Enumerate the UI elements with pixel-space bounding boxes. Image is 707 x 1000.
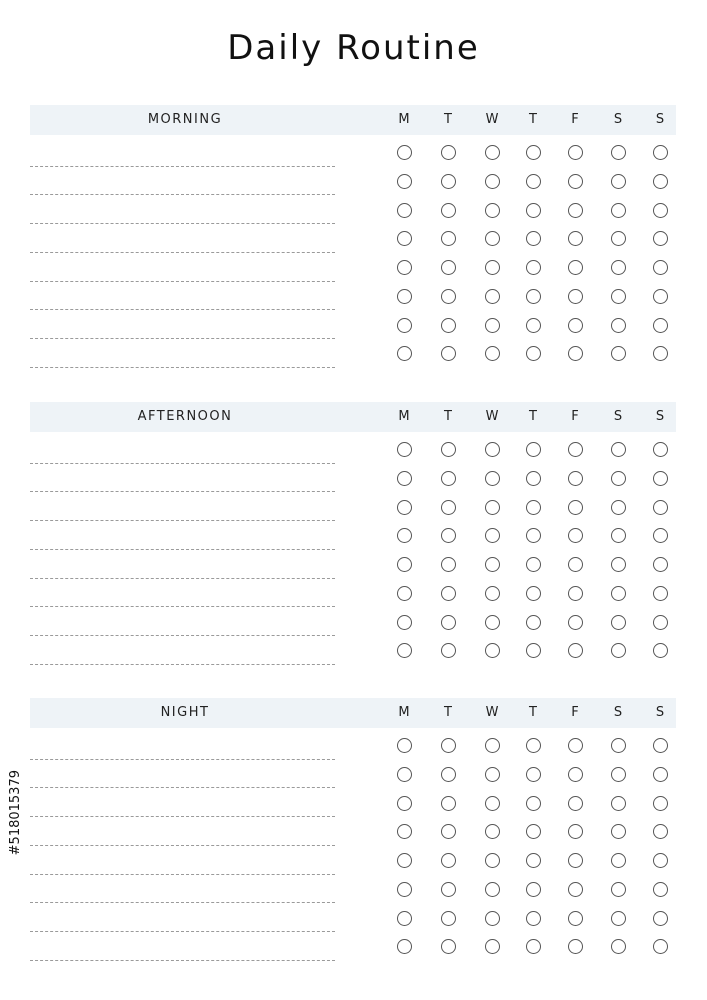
day-checkbox[interactable] xyxy=(568,767,583,782)
day-checkbox[interactable] xyxy=(568,346,583,361)
day-checkbox[interactable] xyxy=(611,853,626,868)
day-checkbox[interactable] xyxy=(568,882,583,897)
day-checkbox[interactable] xyxy=(611,231,626,246)
day-checkbox[interactable] xyxy=(611,318,626,333)
day-checkbox[interactable] xyxy=(653,615,668,630)
day-checkbox[interactable] xyxy=(568,318,583,333)
day-checkbox[interactable] xyxy=(568,939,583,954)
day-checkbox[interactable] xyxy=(485,346,500,361)
day-checkbox[interactable] xyxy=(441,939,456,954)
day-checkbox[interactable] xyxy=(526,853,541,868)
routine-row xyxy=(30,904,676,933)
day-checkbox[interactable] xyxy=(441,615,456,630)
routine-row xyxy=(30,493,676,522)
routine-row xyxy=(30,311,676,340)
task-write-line[interactable] xyxy=(30,960,335,961)
routine-row xyxy=(30,196,676,225)
day-checkbox[interactable] xyxy=(653,824,668,839)
day-checkbox[interactable] xyxy=(526,557,541,572)
day-checkbox[interactable] xyxy=(653,346,668,361)
day-checkbox[interactable] xyxy=(485,442,500,457)
day-checkbox[interactable] xyxy=(485,738,500,753)
day-header: F xyxy=(571,409,579,424)
day-header: S xyxy=(613,705,623,720)
day-checkbox[interactable] xyxy=(526,796,541,811)
day-checkbox[interactable] xyxy=(441,145,456,160)
day-checkbox[interactable] xyxy=(441,260,456,275)
day-checkbox[interactable] xyxy=(441,231,456,246)
day-header: W xyxy=(485,705,499,720)
day-checkbox[interactable] xyxy=(397,853,412,868)
day-checkbox[interactable] xyxy=(568,528,583,543)
routine-row xyxy=(30,550,676,579)
day-checkbox[interactable] xyxy=(485,500,500,515)
day-checkbox[interactable] xyxy=(526,615,541,630)
day-checkbox[interactable] xyxy=(397,174,412,189)
routine-row xyxy=(30,167,676,196)
day-checkbox[interactable] xyxy=(611,911,626,926)
day-checkbox[interactable] xyxy=(397,528,412,543)
day-checkbox[interactable] xyxy=(653,289,668,304)
day-checkbox[interactable] xyxy=(397,500,412,515)
day-checkbox[interactable] xyxy=(611,615,626,630)
day-checkbox[interactable] xyxy=(526,145,541,160)
day-checkbox[interactable] xyxy=(526,528,541,543)
day-header: S xyxy=(655,112,665,127)
routine-row xyxy=(30,789,676,818)
routine-row xyxy=(30,282,676,311)
day-checkbox[interactable] xyxy=(526,738,541,753)
day-header: T xyxy=(444,705,452,720)
day-checkbox[interactable] xyxy=(485,528,500,543)
day-checkbox[interactable] xyxy=(568,796,583,811)
day-checkbox[interactable] xyxy=(611,260,626,275)
section-afternoon xyxy=(30,402,676,432)
day-checkbox[interactable] xyxy=(485,203,500,218)
routine-row xyxy=(30,464,676,493)
day-checkbox[interactable] xyxy=(611,346,626,361)
day-checkbox[interactable] xyxy=(485,471,500,486)
day-checkbox[interactable] xyxy=(611,203,626,218)
day-checkbox[interactable] xyxy=(397,586,412,601)
day-checkbox[interactable] xyxy=(568,231,583,246)
day-header: T xyxy=(529,409,537,424)
day-checkbox[interactable] xyxy=(568,557,583,572)
day-checkbox[interactable] xyxy=(611,738,626,753)
day-checkbox[interactable] xyxy=(485,231,500,246)
routine-row xyxy=(30,731,676,760)
day-checkbox[interactable] xyxy=(653,882,668,897)
day-checkbox[interactable] xyxy=(397,442,412,457)
day-checkbox[interactable] xyxy=(611,471,626,486)
day-checkbox[interactable] xyxy=(611,643,626,658)
day-checkbox[interactable] xyxy=(611,557,626,572)
day-checkbox[interactable] xyxy=(397,203,412,218)
day-checkbox[interactable] xyxy=(568,145,583,160)
routine-row xyxy=(30,339,676,368)
routine-row xyxy=(30,579,676,608)
day-checkbox[interactable] xyxy=(526,911,541,926)
day-checkbox[interactable] xyxy=(526,346,541,361)
day-checkbox[interactable] xyxy=(485,615,500,630)
day-checkbox[interactable] xyxy=(397,939,412,954)
day-checkbox[interactable] xyxy=(441,528,456,543)
routine-row xyxy=(30,846,676,875)
day-checkbox[interactable] xyxy=(568,471,583,486)
day-header: M xyxy=(398,112,410,127)
day-checkbox[interactable] xyxy=(653,500,668,515)
day-checkbox[interactable] xyxy=(441,796,456,811)
task-write-line[interactable] xyxy=(30,664,335,665)
day-checkbox[interactable] xyxy=(653,231,668,246)
day-checkbox[interactable] xyxy=(485,260,500,275)
routine-row xyxy=(30,636,676,665)
day-checkbox[interactable] xyxy=(653,796,668,811)
day-checkbox[interactable] xyxy=(568,853,583,868)
routine-row xyxy=(30,253,676,282)
day-checkbox[interactable] xyxy=(653,586,668,601)
routine-row xyxy=(30,224,676,253)
routine-row xyxy=(30,608,676,637)
routine-row xyxy=(30,932,676,961)
day-checkbox[interactable] xyxy=(397,643,412,658)
day-checkbox[interactable] xyxy=(397,911,412,926)
day-checkbox[interactable] xyxy=(397,557,412,572)
day-checkbox[interactable] xyxy=(397,471,412,486)
day-checkbox[interactable] xyxy=(397,318,412,333)
day-checkbox[interactable] xyxy=(485,318,500,333)
day-checkbox[interactable] xyxy=(397,767,412,782)
day-checkbox[interactable] xyxy=(441,767,456,782)
day-checkbox[interactable] xyxy=(611,174,626,189)
day-header: F xyxy=(571,112,579,127)
section-morning xyxy=(30,105,676,135)
day-header: F xyxy=(571,705,579,720)
day-checkbox[interactable] xyxy=(653,767,668,782)
routine-row xyxy=(30,760,676,789)
day-checkbox[interactable] xyxy=(441,346,456,361)
day-checkbox[interactable] xyxy=(441,174,456,189)
day-checkbox[interactable] xyxy=(653,174,668,189)
day-checkbox[interactable] xyxy=(485,557,500,572)
day-checkbox[interactable] xyxy=(611,289,626,304)
day-checkbox[interactable] xyxy=(485,939,500,954)
day-checkbox[interactable] xyxy=(526,824,541,839)
day-checkbox[interactable] xyxy=(485,796,500,811)
day-checkbox[interactable] xyxy=(653,557,668,572)
day-checkbox[interactable] xyxy=(441,824,456,839)
day-checkbox[interactable] xyxy=(526,174,541,189)
page-title: Daily Routine xyxy=(227,28,480,68)
day-checkbox[interactable] xyxy=(653,471,668,486)
day-checkbox[interactable] xyxy=(397,346,412,361)
day-checkbox[interactable] xyxy=(611,586,626,601)
day-checkbox[interactable] xyxy=(397,882,412,897)
day-checkbox[interactable] xyxy=(568,260,583,275)
day-checkbox[interactable] xyxy=(485,824,500,839)
day-checkbox[interactable] xyxy=(653,911,668,926)
day-checkbox[interactable] xyxy=(526,767,541,782)
stock-id-watermark: #518015379 xyxy=(8,770,23,856)
routine-row xyxy=(30,521,676,550)
day-checkbox[interactable] xyxy=(568,911,583,926)
day-checkbox[interactable] xyxy=(653,442,668,457)
day-checkbox[interactable] xyxy=(441,911,456,926)
day-checkbox[interactable] xyxy=(441,318,456,333)
day-checkbox[interactable] xyxy=(568,586,583,601)
day-checkbox[interactable] xyxy=(485,882,500,897)
day-checkbox[interactable] xyxy=(526,260,541,275)
day-header: T xyxy=(529,705,537,720)
day-checkbox[interactable] xyxy=(526,442,541,457)
day-header: W xyxy=(485,112,499,127)
day-checkbox[interactable] xyxy=(526,471,541,486)
day-checkbox[interactable] xyxy=(441,643,456,658)
day-checkbox[interactable] xyxy=(441,500,456,515)
day-checkbox[interactable] xyxy=(611,442,626,457)
day-checkbox[interactable] xyxy=(653,853,668,868)
day-checkbox[interactable] xyxy=(441,442,456,457)
day-checkbox[interactable] xyxy=(485,853,500,868)
day-checkbox[interactable] xyxy=(653,528,668,543)
day-checkbox[interactable] xyxy=(653,939,668,954)
section-night xyxy=(30,698,676,728)
day-header: S xyxy=(613,112,623,127)
day-checkbox[interactable] xyxy=(611,500,626,515)
day-checkbox[interactable] xyxy=(485,145,500,160)
day-header: S xyxy=(613,409,623,424)
day-checkbox[interactable] xyxy=(568,643,583,658)
day-checkbox[interactable] xyxy=(397,796,412,811)
day-checkbox[interactable] xyxy=(611,939,626,954)
day-checkbox[interactable] xyxy=(526,643,541,658)
day-checkbox[interactable] xyxy=(526,289,541,304)
day-checkbox[interactable] xyxy=(526,318,541,333)
day-checkbox[interactable] xyxy=(485,174,500,189)
day-checkbox[interactable] xyxy=(568,442,583,457)
day-header: T xyxy=(444,409,452,424)
day-checkbox[interactable] xyxy=(397,145,412,160)
day-checkbox[interactable] xyxy=(441,471,456,486)
section-label: MORNING xyxy=(147,112,223,127)
day-checkbox[interactable] xyxy=(653,260,668,275)
day-checkbox[interactable] xyxy=(441,882,456,897)
day-header: M xyxy=(398,705,410,720)
section-label: NIGHT xyxy=(160,705,210,720)
day-header: T xyxy=(444,112,452,127)
day-header: T xyxy=(529,112,537,127)
day-checkbox[interactable] xyxy=(397,260,412,275)
day-checkbox[interactable] xyxy=(485,767,500,782)
day-checkbox[interactable] xyxy=(653,318,668,333)
day-checkbox[interactable] xyxy=(611,528,626,543)
day-checkbox[interactable] xyxy=(526,882,541,897)
day-checkbox[interactable] xyxy=(485,643,500,658)
day-checkbox[interactable] xyxy=(441,853,456,868)
routine-row xyxy=(30,817,676,846)
day-checkbox[interactable] xyxy=(653,738,668,753)
day-checkbox[interactable] xyxy=(526,203,541,218)
day-checkbox[interactable] xyxy=(568,289,583,304)
day-checkbox[interactable] xyxy=(568,738,583,753)
day-checkbox[interactable] xyxy=(568,174,583,189)
day-checkbox[interactable] xyxy=(568,615,583,630)
day-checkbox[interactable] xyxy=(568,203,583,218)
day-checkbox[interactable] xyxy=(526,586,541,601)
day-checkbox[interactable] xyxy=(611,145,626,160)
routine-row xyxy=(30,875,676,904)
section-header xyxy=(30,402,676,432)
day-checkbox[interactable] xyxy=(526,500,541,515)
day-checkbox[interactable] xyxy=(485,911,500,926)
section-header xyxy=(30,698,676,728)
day-checkbox[interactable] xyxy=(485,586,500,601)
day-checkbox[interactable] xyxy=(397,824,412,839)
routine-row xyxy=(30,138,676,167)
day-checkbox[interactable] xyxy=(397,231,412,246)
day-checkbox[interactable] xyxy=(653,145,668,160)
day-checkbox[interactable] xyxy=(397,615,412,630)
day-checkbox[interactable] xyxy=(397,289,412,304)
routine-row xyxy=(30,435,676,464)
day-checkbox[interactable] xyxy=(485,289,500,304)
day-checkbox[interactable] xyxy=(526,939,541,954)
day-checkbox[interactable] xyxy=(441,203,456,218)
day-header: M xyxy=(398,409,410,424)
day-checkbox[interactable] xyxy=(441,738,456,753)
day-checkbox[interactable] xyxy=(653,203,668,218)
day-header: S xyxy=(655,409,665,424)
day-checkbox[interactable] xyxy=(526,231,541,246)
day-checkbox[interactable] xyxy=(568,500,583,515)
day-checkbox[interactable] xyxy=(611,882,626,897)
day-checkbox[interactable] xyxy=(568,824,583,839)
day-checkbox[interactable] xyxy=(611,767,626,782)
day-header: S xyxy=(655,705,665,720)
day-checkbox[interactable] xyxy=(611,796,626,811)
day-checkbox[interactable] xyxy=(441,586,456,601)
section-label: AFTERNOON xyxy=(137,409,233,424)
task-write-line[interactable] xyxy=(30,367,335,368)
day-checkbox[interactable] xyxy=(441,289,456,304)
day-checkbox[interactable] xyxy=(653,643,668,658)
section-header xyxy=(30,105,676,135)
day-checkbox[interactable] xyxy=(397,738,412,753)
day-checkbox[interactable] xyxy=(441,557,456,572)
day-checkbox[interactable] xyxy=(611,824,626,839)
day-header: W xyxy=(485,409,499,424)
